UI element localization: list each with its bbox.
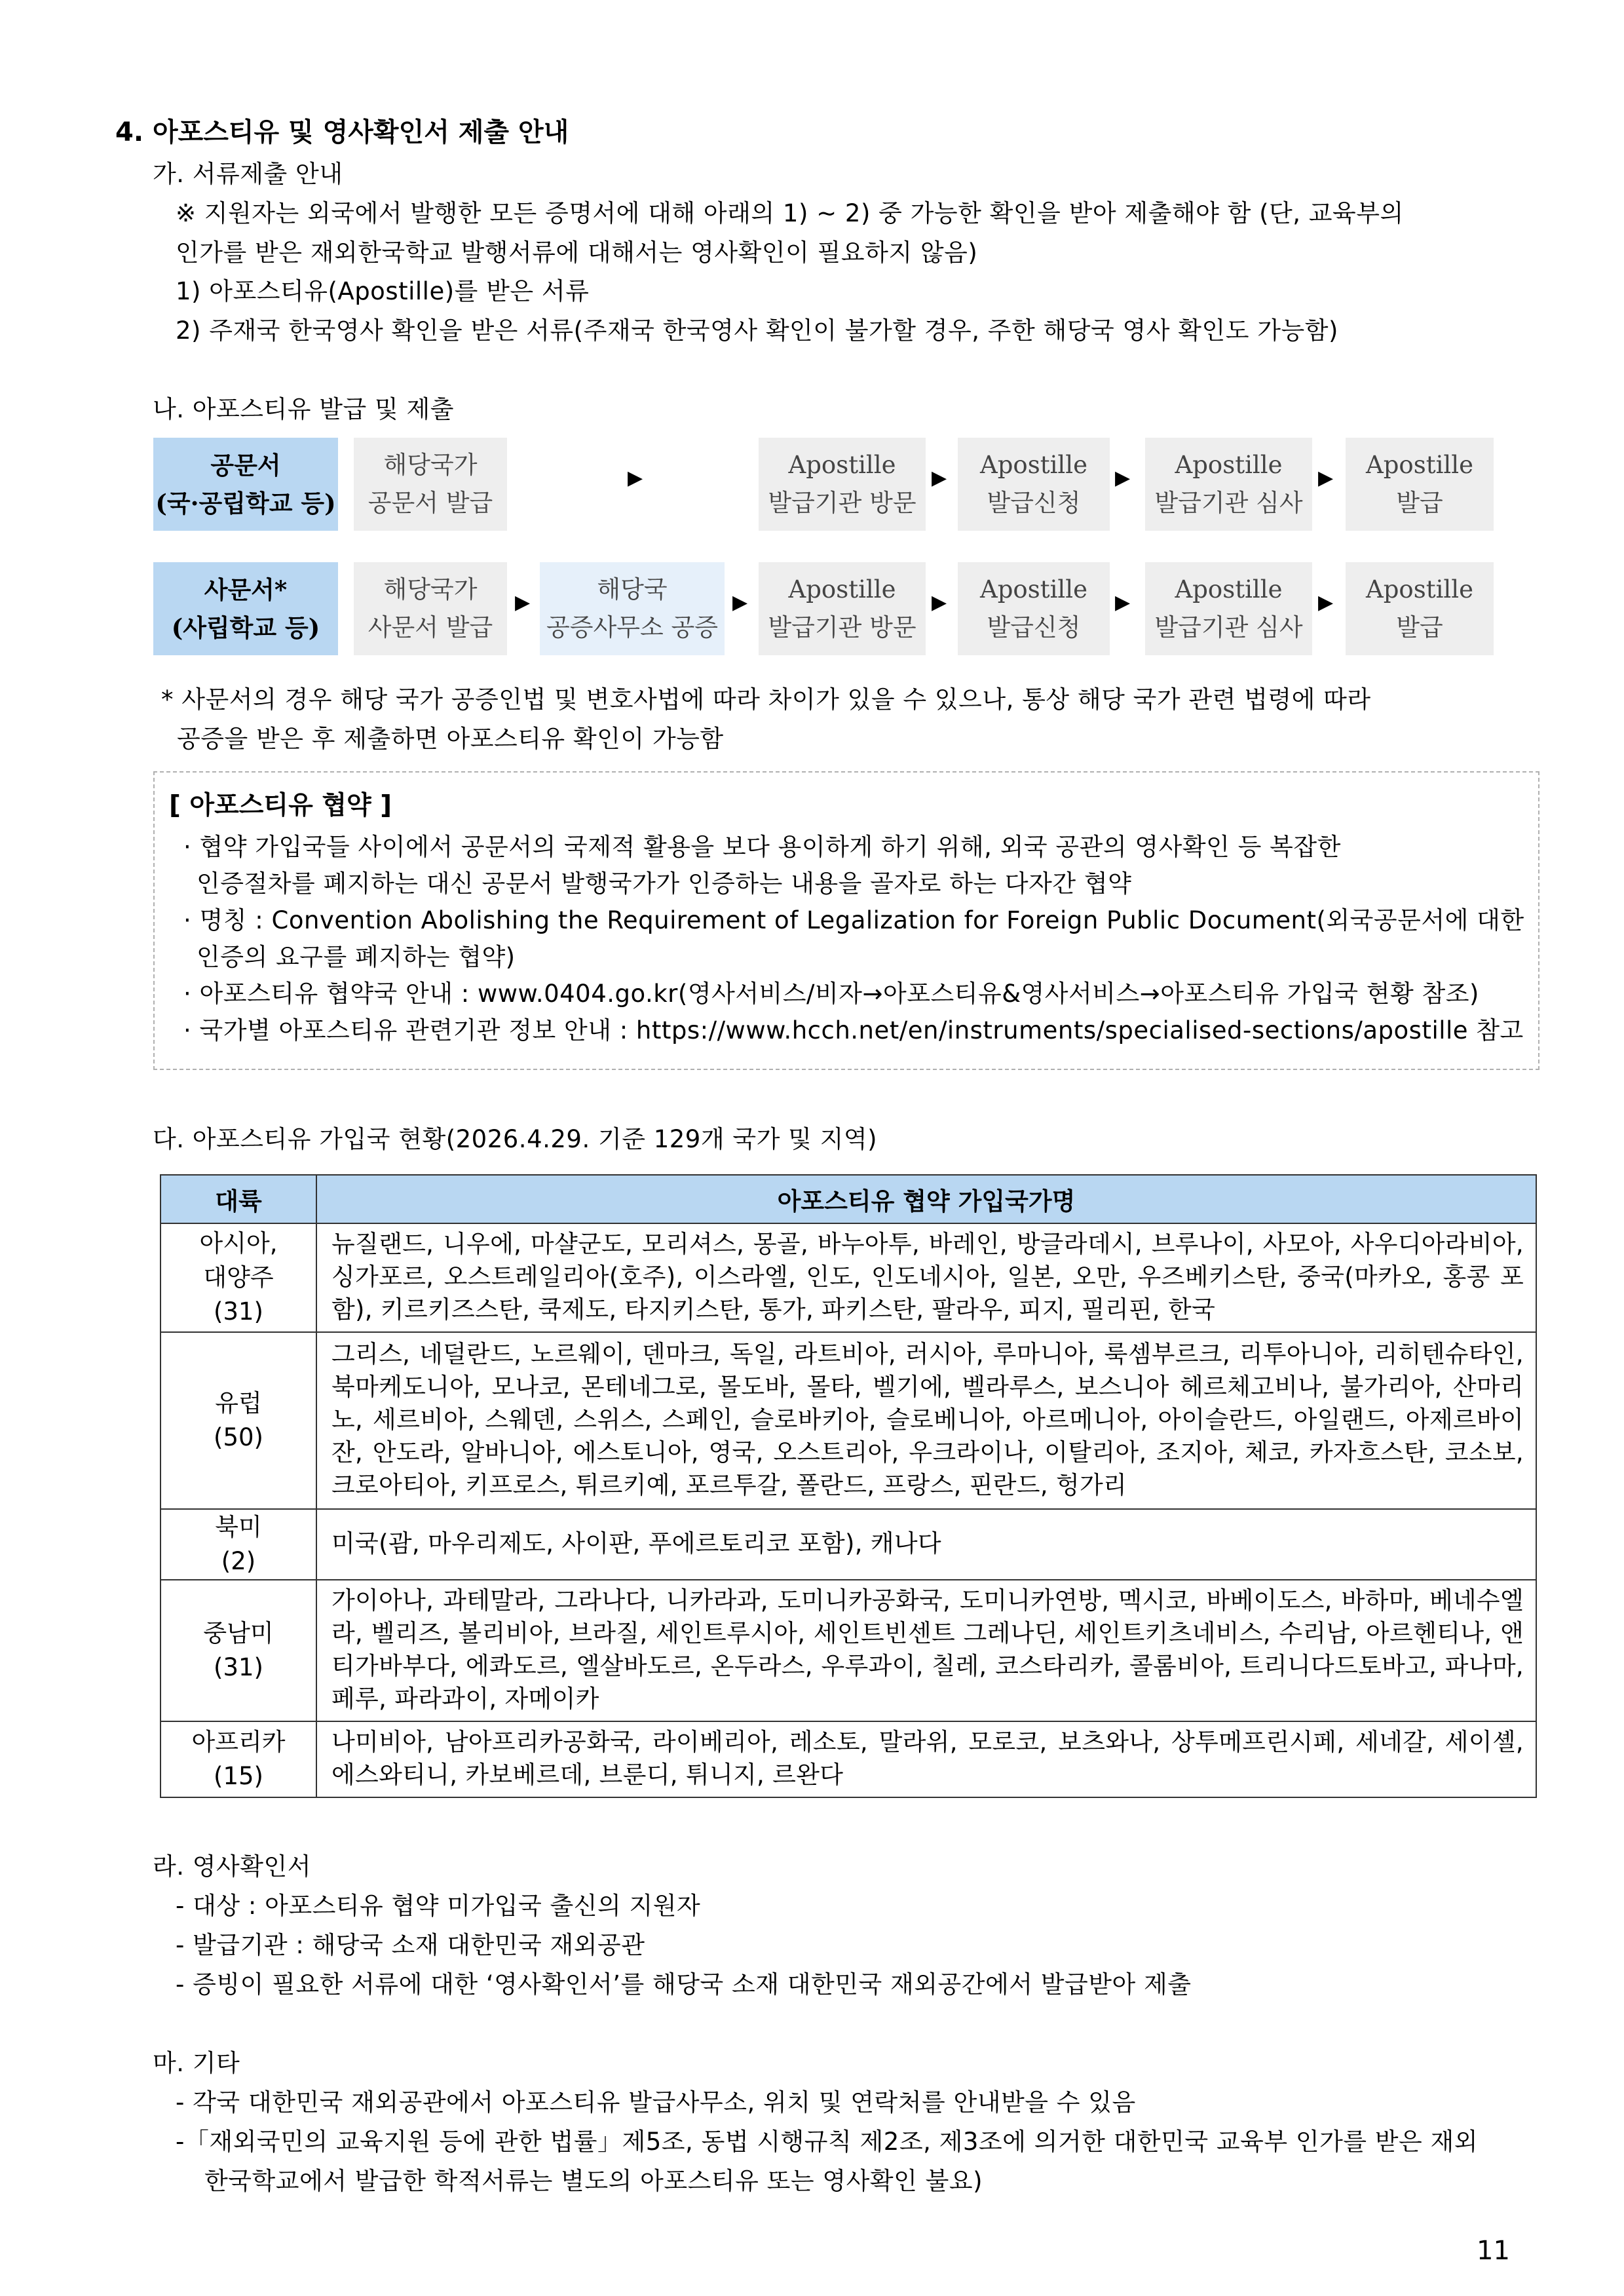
- flow-step-line1: Apostille: [1175, 451, 1283, 479]
- continent-count: (15): [214, 1762, 263, 1790]
- flow-step-line1: Apostille: [1366, 575, 1473, 603]
- continent-line: 아시아,: [199, 1229, 278, 1257]
- section-title: 4. 아포스티유 및 영사확인서 제출 안내: [115, 117, 569, 147]
- flow-private-label-line2: (사립학교 등): [171, 613, 320, 642]
- info-bullet-2-line-1: · 명칭 : Convention Abolishing the Requirement of Legalization for Foreign Public Document(외국공문서에 대한: [183, 906, 1524, 934]
- heading-na: 나. 아포스티유 발급 및 제출: [153, 395, 454, 423]
- footnote-line-2: 공증을 받은 후 제출하면 아포스티유 확인이 가능함: [177, 725, 724, 753]
- continent-cell: [161, 1332, 316, 1509]
- arrow-icon: ▶: [515, 591, 531, 614]
- flow-step-line1: Apostille: [1175, 575, 1283, 603]
- flow-public-step: [354, 438, 507, 531]
- arrow-icon: ▶: [1115, 591, 1131, 614]
- table-row: [161, 1580, 1536, 1721]
- item-1: 1) 아포스티유(Apostille)를 받은 서류: [176, 277, 590, 305]
- flow-step-line1: 해당국가: [383, 451, 478, 479]
- flow-public-label-line1: 공문서: [210, 451, 281, 480]
- countries-cell: 미국(괌, 마우리제도, 사이판, 푸에르토리코 포함), 캐나다: [316, 1509, 1536, 1580]
- item-2: 2) 주재국 한국영사 확인을 받은 서류(주재국 한국영사 확인이 불가할 경우, 주한 해당국 영사 확인도 가능함): [176, 316, 1338, 345]
- continent-count: (2): [221, 1547, 256, 1575]
- heading-ga: 가. 서류제출 안내: [153, 160, 343, 188]
- flow-step-line1: Apostille: [788, 575, 896, 603]
- flow-step-line2: 발급신청: [987, 613, 1081, 641]
- info-bullet-3: · 아포스티유 협약국 안내 : www.0404.go.kr(영사서비스/비자→아포스티유&영사서비스→아포스티유 가입국 현황 참조): [183, 980, 1479, 1008]
- arrow-icon: ▶: [1318, 591, 1334, 614]
- flow-step-line1: 해당국: [597, 575, 668, 603]
- member-countries-table: [160, 1174, 1537, 1798]
- countries-cell: 그리스, 네덜란드, 노르웨이, 덴마크, 독일, 라트비아, 러시아, 루마니아, 룩셈부르크, 리투아니아, 리히텐슈타인, 북마케도니아, 모나코, 몬테네그로, 몰도바, 몰타, 벨기에, 벨라루스, 보스니아 헤르체고비나, 불가리아, 산마리노, 세르비아, 스웨덴, 스위스, 스페인, 슬로바키아, 슬로베니아, 아르메니아, 아이슬란드, 아일랜드, 아제르바이잔, 안도라, 알바니아, 에스토니아, 영국, 오스트리아, 우크라이나, 이탈리아, 조지아, 체코, 카자흐스탄, 코소보, 크로아티아, 키프로스, 튀르키예, 포르투갈, 폴란드, 프랑스, 핀란드, 헝가리: [316, 1332, 1536, 1509]
- continent-count: (50): [214, 1423, 263, 1451]
- table-row: [161, 1332, 1536, 1509]
- flow-public-step: [759, 438, 926, 531]
- flow-step-line2: 발급기관 심사: [1154, 489, 1303, 517]
- continent-cell: [161, 1580, 316, 1721]
- flow-step-line2: 공문서 발급: [368, 489, 493, 517]
- ma-item-1: - 각국 대한민국 재외공관에서 아포스티유 발급사무소, 위치 및 연락처를 안내받을 수 있음: [176, 2088, 1136, 2116]
- ra-item-2: - 발급기관 : 해당국 소재 대한민국 재외공관: [176, 1931, 645, 1959]
- table-row: [161, 1223, 1536, 1332]
- continent-line: 대양주: [203, 1263, 274, 1292]
- info-bullet-1-line-2: 인증절차를 폐지하는 대신 공문서 발행국가가 인증하는 내용을 골자로 하는 다자간 협약: [197, 870, 1132, 898]
- table-row: [161, 1509, 1536, 1580]
- flow-private-step: [1145, 562, 1312, 655]
- ra-item-1: - 대상 : 아포스티유 협약 미가입국 출신의 지원자: [176, 1892, 701, 1920]
- arrow-icon: ▶: [628, 467, 643, 489]
- ma-item-2-line-1: -「재외국민의 교육지원 등에 관한 법률」제5조, 동법 시행규칙 제2조, 제3조에 의거한 대한민국 교육부 인가를 받은 재외: [176, 2128, 1479, 2156]
- flow-private-step: [759, 562, 926, 655]
- flow-public-step: [1346, 438, 1494, 531]
- flow-step-line1: Apostille: [1366, 451, 1473, 479]
- countries-cell: 뉴질랜드, 니우에, 마샬군도, 모리셔스, 몽골, 바누아투, 바레인, 방글라데시, 브루나이, 사모아, 사우디아라비아, 싱가포르, 오스트레일리아(호주), 이스라엘, 인도, 인도네시아, 일본, 오만, 우즈베키스탄, 중국(마카오, 홍콩 포함), 키르키즈스탄, 쿡제도, 타지키스탄, 통가, 파키스탄, 팔라우, 피지, 필리핀, 한국: [316, 1223, 1536, 1332]
- continent-count: (31): [214, 1297, 263, 1326]
- note-line-1: ※ 지원자는 외국에서 발행한 모든 증명서에 대해 아래의 1) ~ 2) 중 가능한 확인을 받아 제출해야 함 (단, 교육부의: [176, 199, 1404, 227]
- continent-cell: [161, 1223, 316, 1332]
- flow-step-line2: 발급신청: [987, 489, 1081, 517]
- flow-step-line2: 사문서 발급: [368, 613, 493, 641]
- arrow-icon: ▶: [932, 467, 947, 489]
- flow-private-label-line1: 사문서*: [204, 575, 288, 604]
- column-header-continent: 대륙: [161, 1175, 316, 1223]
- flow-private-step: [354, 562, 507, 655]
- flow-public-step: [958, 438, 1110, 531]
- continent-line: 중남미: [203, 1619, 274, 1647]
- continent-cell: [161, 1721, 316, 1797]
- arrow-icon: ▶: [1318, 467, 1334, 489]
- continent-line: 북미: [215, 1513, 262, 1541]
- page-number: 11: [1477, 2236, 1510, 2266]
- note-line-2: 인가를 받은 재외한국학교 발행서류에 대해서는 영사확인이 필요하지 않음): [176, 239, 978, 267]
- table-header-row: [161, 1175, 1536, 1223]
- flow-public-label-line2: (국·공립학교 등): [155, 489, 336, 518]
- flow-step-line1: 해당국가: [383, 575, 478, 603]
- flow-step-line1: Apostille: [788, 451, 896, 479]
- flow-private-step: [540, 562, 725, 655]
- flow-step-line2: 발급기관 심사: [1154, 613, 1303, 641]
- countries-cell: 가이아나, 과테말라, 그라나다, 니카라과, 도미니카공화국, 도미니카연방, 멕시코, 바베이도스, 바하마, 베네수엘라, 벨리즈, 볼리비아, 브라질, 세인트루시아, 세인트빈센트 그레나딘, 세인트키츠네비스, 수리남, 아르헨티나, 앤티가바부다, 에콰도르, 엘살바도르, 온두라스, 우루과이, 칠레, 코스타리카, 콜롬비아, 트리니다드토바고, 파나마, 페루, 파라과이, 자메이카: [316, 1580, 1536, 1721]
- info-title: [ 아포스티유 협약 ]: [169, 791, 392, 820]
- arrow-icon: ▶: [1115, 467, 1131, 489]
- info-bullet-1-line-1: · 협약 가입국들 사이에서 공문서의 국제적 활용을 보다 용이하게 하기 위해, 외국 공관의 영사확인 등 복잡한: [183, 833, 1341, 861]
- flow-step-line1: Apostille: [980, 575, 1087, 603]
- heading-da: 다. 아포스티유 가입국 현황(2026.4.29. 기준 129개 국가 및 지역): [153, 1125, 878, 1153]
- flow-step-line1: Apostille: [980, 451, 1087, 479]
- countries-cell: 나미비아, 남아프리카공화국, 라이베리아, 레소토, 말라위, 모로코, 보츠와나, 상투메프린시페, 세네갈, 세이셸, 에스와티니, 카보베르데, 브룬디, 튀니지, 르완다: [316, 1721, 1536, 1797]
- continent-line: 아프리카: [191, 1728, 286, 1756]
- continent-count: (31): [214, 1653, 263, 1681]
- flow-private-step: [1346, 562, 1494, 655]
- column-header-countries: 아포스티유 협약 가입국가명: [316, 1175, 1536, 1223]
- flow-step-line2: 발급기관 방문: [768, 613, 916, 641]
- flow-public-label: [153, 438, 338, 531]
- arrow-icon: ▶: [932, 591, 947, 614]
- heading-ra: 라. 영사확인서: [153, 1852, 311, 1881]
- heading-ma: 마. 기타: [153, 2049, 240, 2077]
- flow-step-line2: 공증사무소 공증: [546, 613, 718, 641]
- flow-private-step: [958, 562, 1110, 655]
- flow-private-label: [153, 562, 338, 655]
- info-bullet-4: · 국가별 아포스티유 관련기관 정보 안내 : https://www.hcch.net/en/instruments/specialised-sections/apostille 참고: [183, 1016, 1524, 1044]
- arrow-icon: ▶: [732, 591, 748, 614]
- ma-item-2-line-2: 한국학교에서 발급한 학적서류는 별도의 아포스티유 또는 영사확인 불요): [204, 2167, 983, 2195]
- table-row: [161, 1721, 1536, 1797]
- continent-line: 유럽: [215, 1389, 262, 1417]
- continent-cell: [161, 1509, 316, 1580]
- footnote-line-1: * 사문서의 경우 해당 국가 공증인법 및 변호사법에 따라 차이가 있을 수 있으나, 통상 해당 국가 관련 법령에 따라: [161, 685, 1371, 714]
- flow-step-line2: 발급: [1396, 489, 1443, 517]
- ra-item-3: - 증빙이 필요한 서류에 대한 ‘영사확인서’를 해당국 소재 대한민국 재외공간에서 발급받아 제출: [176, 1970, 1192, 1999]
- flow-step-line2: 발급: [1396, 613, 1443, 641]
- info-bullet-2-line-2: 인증의 요구를 폐지하는 협약): [197, 943, 516, 971]
- flow-public-step: [1145, 438, 1312, 531]
- flow-step-line2: 발급기관 방문: [768, 489, 916, 517]
